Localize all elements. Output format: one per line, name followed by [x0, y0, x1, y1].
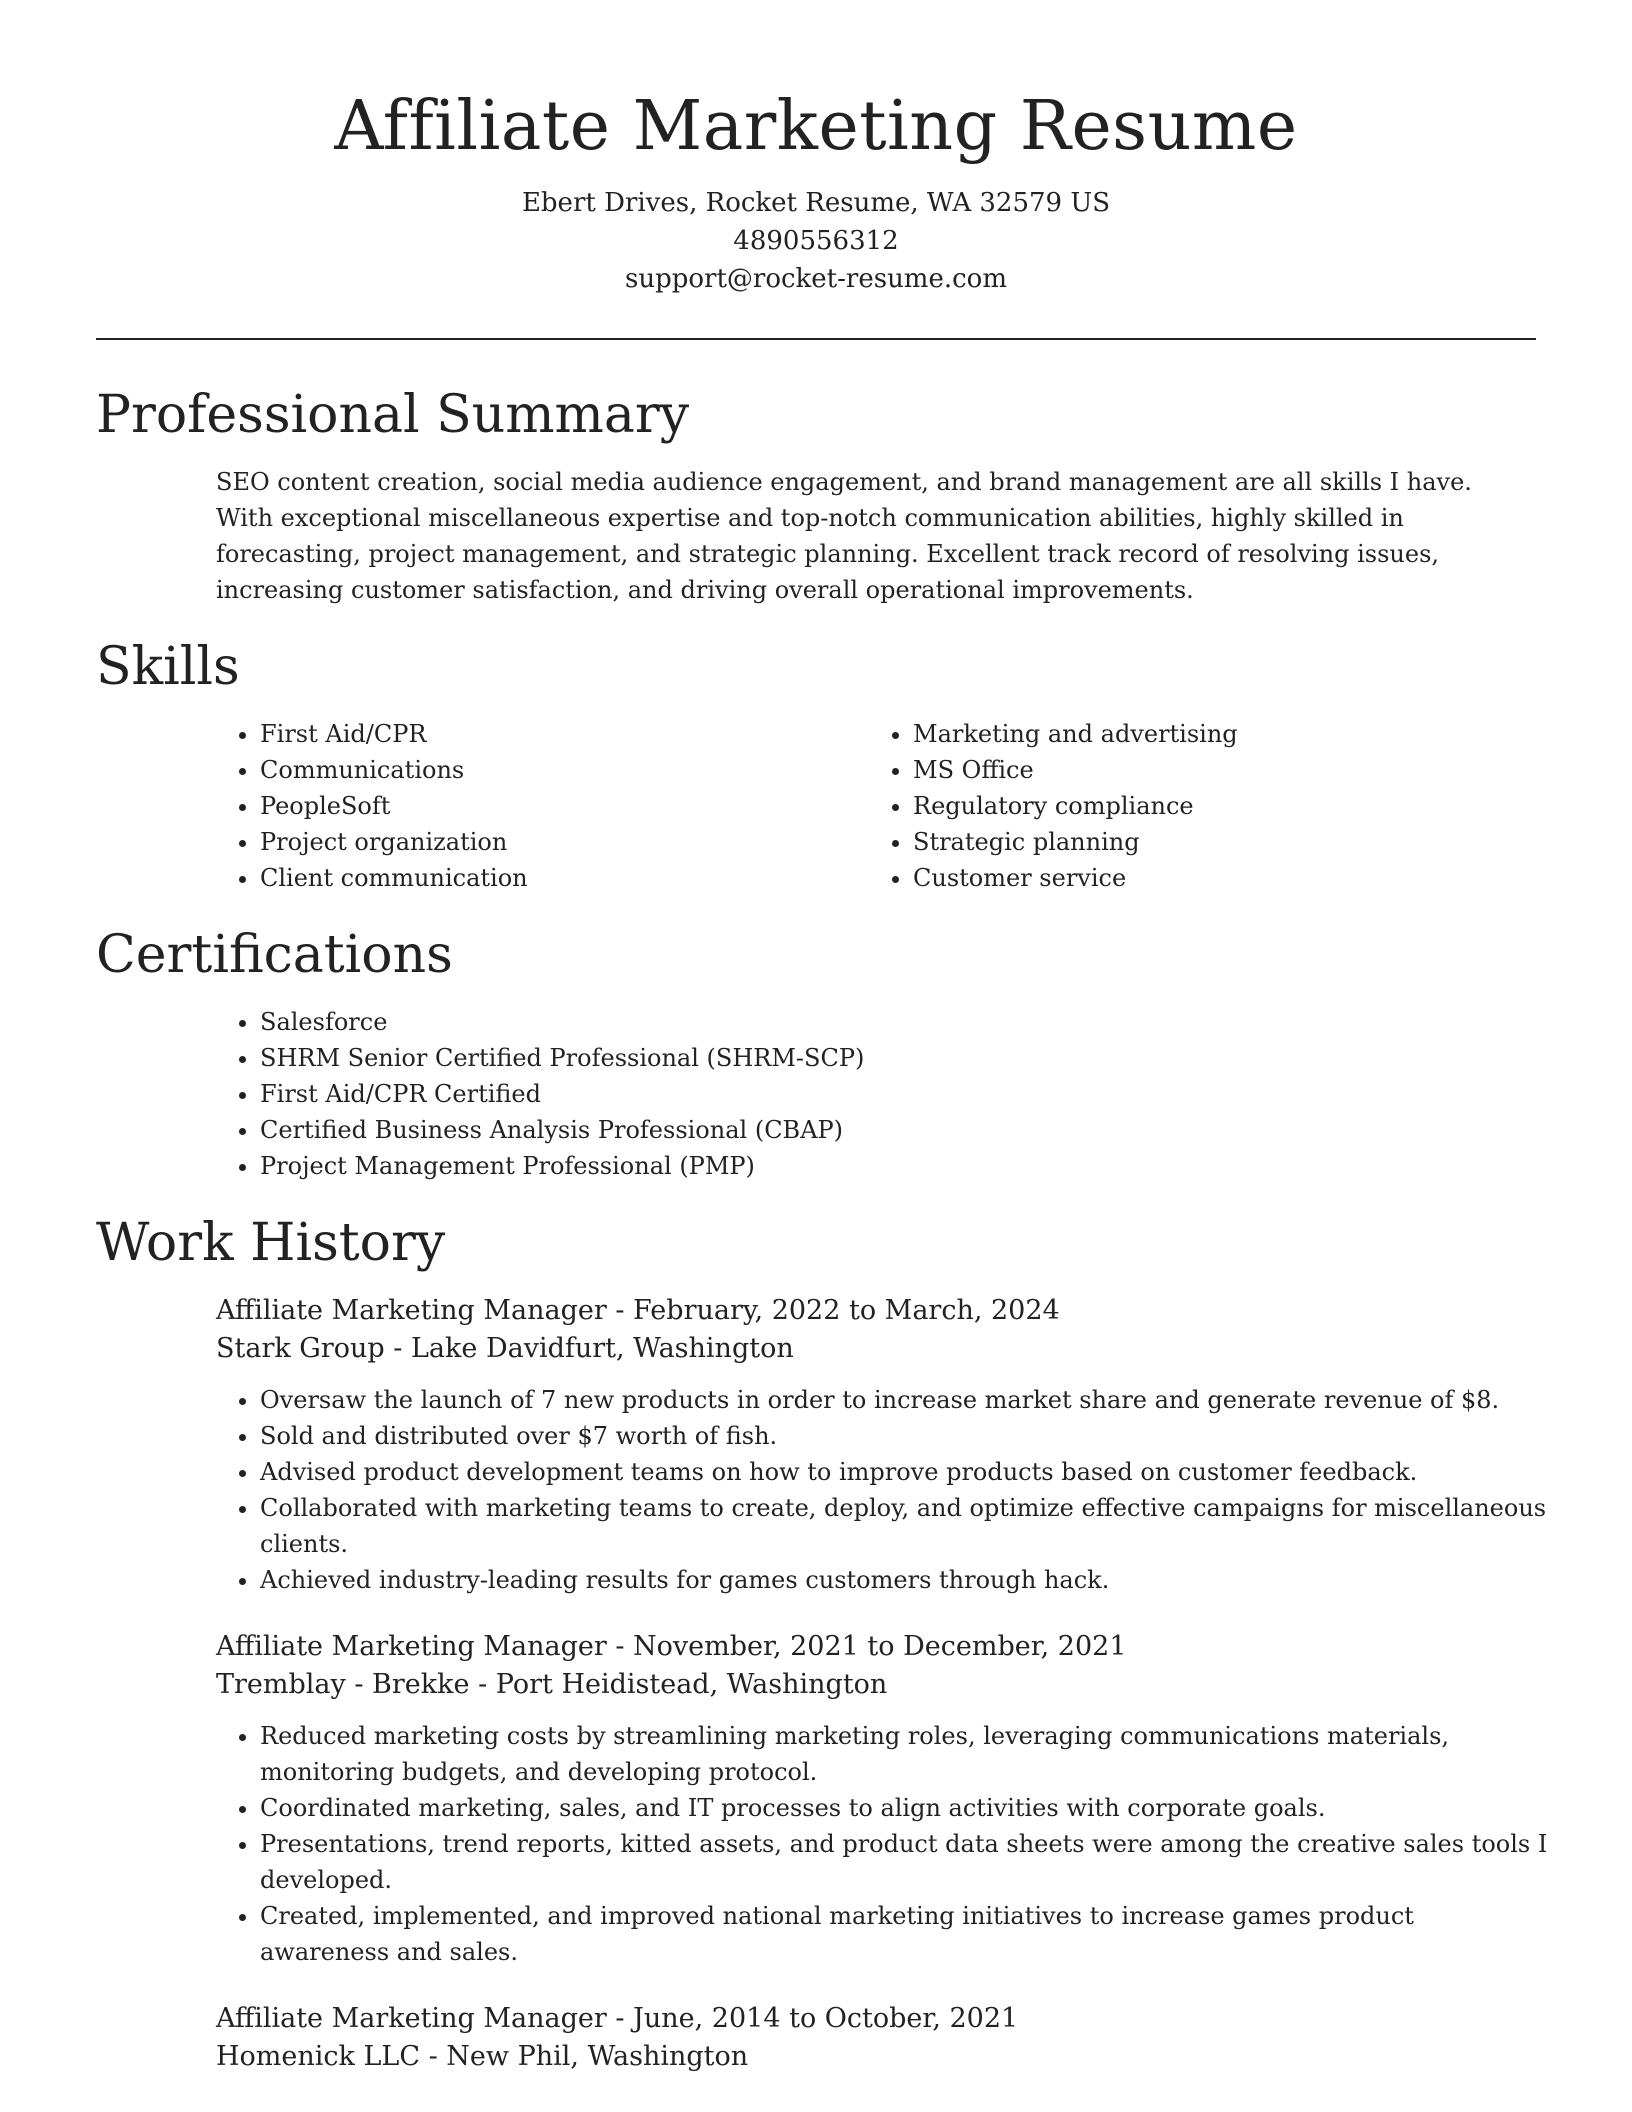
job-bullet: • Oversaw the launch of 7 new products in order to increase market share and generate revenue of $8. — [260, 1382, 1550, 1418]
job-company-line: Homenick LLC - New Phil, Washington — [216, 2041, 749, 2072]
job-location: Port Heidistead, Washington — [495, 1669, 888, 1700]
contact-phone: 4890556312 — [733, 226, 899, 256]
job-company: Stark Group — [216, 1333, 385, 1364]
summary-section — [96, 380, 1536, 608]
skill-item: • Communications — [260, 752, 746, 788]
skill-item: • Project organization — [260, 824, 746, 860]
skills-section — [96, 632, 1536, 896]
job-dates: February, 2022 to March, 2024 — [633, 1295, 1060, 1326]
contact-address: Ebert Drives, Rocket Resume, WA 32579 US — [521, 188, 1111, 218]
job-title-line: Affiliate Marketing Manager - February, 2022 to March, 2024 — [216, 1295, 1060, 1326]
skill-item: • Marketing and advertising — [913, 716, 1536, 752]
certification-item: • Salesforce — [260, 1004, 1536, 1040]
certifications-section — [96, 920, 1536, 1184]
job-bullet: • Created, implemented, and improved national marketing initiatives to increase games product awareness and sales. — [260, 1898, 1550, 1970]
resume-page — [96, 0, 1548, 2076]
summary-heading: Professional Summary — [96, 385, 690, 445]
job-entry — [216, 2000, 1536, 2076]
job-company: Tremblay - Brekke — [216, 1669, 470, 1700]
job-title-line: Affiliate Marketing Manager - November, 2021 to December, 2021 — [216, 1631, 1127, 1662]
skills-column-left — [96, 716, 746, 896]
certifications-heading: Certifications — [96, 925, 453, 985]
job-company-line: Tremblay - Brekke - Port Heidistead, Washington — [216, 1669, 888, 1700]
job-role: Affiliate Marketing Manager — [216, 2003, 607, 2034]
certifications-list — [96, 1004, 1536, 1184]
job-role: Affiliate Marketing Manager — [216, 1631, 607, 1662]
job-bullets — [216, 1382, 1550, 1598]
job-bullet: • Achieved industry-leading results for games customers through hack. — [260, 1562, 1550, 1598]
skill-item: • Regulatory compliance — [913, 788, 1536, 824]
resume-header — [96, 0, 1536, 298]
job-role: Affiliate Marketing Manager — [216, 1295, 607, 1326]
certification-item: • SHRM Senior Certified Professional (SHRM-SCP) — [260, 1040, 1536, 1076]
job-bullet: • Collaborated with marketing teams to create, deploy, and optimize effective campaigns for miscellaneous clients. — [260, 1490, 1550, 1562]
job-title-line: Affiliate Marketing Manager - June, 2014 to October, 2021 — [216, 2003, 1019, 2034]
job-dates: November, 2021 to December, 2021 — [633, 1631, 1127, 1662]
skills-heading: Skills — [96, 637, 240, 697]
certification-item: • Project Management Professional (PMP) — [260, 1148, 1536, 1184]
header-divider — [96, 338, 1536, 340]
certification-item: • Certified Business Analysis Professional (CBAP) — [260, 1112, 1536, 1148]
skill-item: • MS Office — [913, 752, 1536, 788]
job-bullet: • Advised product development teams on how to improve products based on customer feedback. — [260, 1454, 1550, 1490]
skill-item: • First Aid/CPR — [260, 716, 746, 752]
skill-item: • Customer service — [913, 860, 1536, 896]
work-history-section — [96, 1208, 1548, 2076]
job-bullet: • Coordinated marketing, sales, and IT processes to align activities with corporate goals. — [260, 1790, 1550, 1826]
job-bullet: • Sold and distributed over $7 worth of fish. — [260, 1418, 1550, 1454]
job-company-line: Stark Group - Lake Davidfurt, Washington — [216, 1333, 794, 1364]
certification-item: • First Aid/CPR Certified — [260, 1076, 1536, 1112]
job-bullets — [216, 1718, 1550, 1970]
contact-email: support@rocket-resume.com — [624, 264, 1007, 294]
skills-column-right — [746, 716, 1536, 896]
skill-item: • Strategic planning — [913, 824, 1536, 860]
job-location: New Phil, Washington — [446, 2041, 749, 2072]
job-dates: June, 2014 to October, 2021 — [633, 2003, 1019, 2034]
skill-item: • Client communication — [260, 860, 746, 896]
job-bullet: • Presentations, trend reports, kitted assets, and product data sheets were among the creative sales tools I developed. — [260, 1826, 1550, 1898]
resume-title: Affiliate Marketing Resume — [334, 87, 1298, 166]
skills-grid — [96, 716, 1536, 896]
work-history-heading: Work History — [96, 1213, 446, 1273]
job-bullet: • Reduced marketing costs by streamlining marketing roles, leveraging communications materials, monitoring budgets, and developing protocol. — [260, 1718, 1550, 1790]
job-entry — [216, 1628, 1548, 1970]
skill-item: • PeopleSoft — [260, 788, 746, 824]
summary-text: SEO content creation, social media audience engagement, and brand management are all skills I have. With exceptional miscellaneous expertise and top-notch communication abilities, highly skilled in forecasting, project management, and strategic planning. Excellent track record of resolving issues, increasing customer satisfaction, and driving overall operational improvements. — [216, 468, 1472, 604]
job-company: Homenick LLC — [216, 2041, 420, 2072]
job-location: Lake Davidfurt, Washington — [411, 1333, 794, 1364]
job-entry — [216, 1292, 1547, 1598]
